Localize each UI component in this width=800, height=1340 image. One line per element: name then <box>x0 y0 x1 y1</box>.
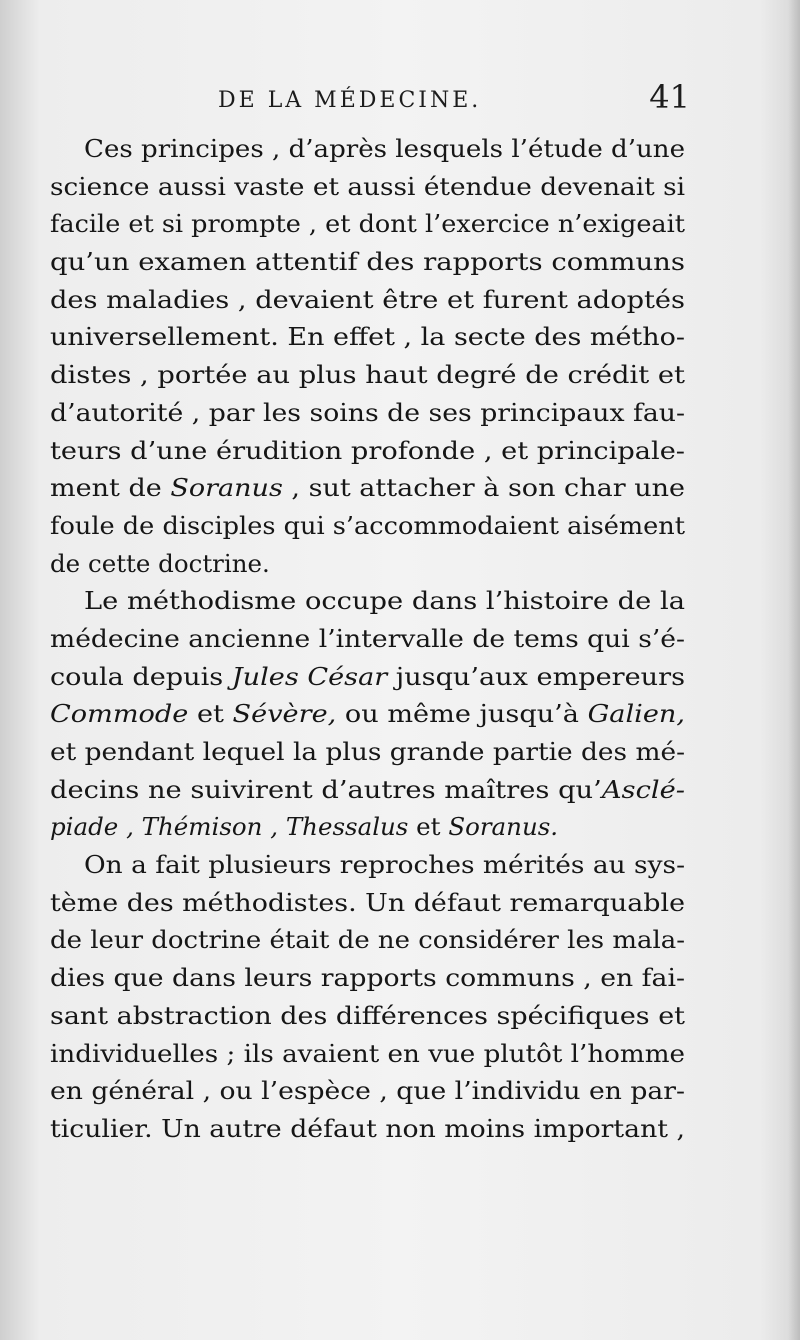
text-line-content <box>50 733 685 771</box>
text-line <box>50 921 685 959</box>
page-number: 41 <box>649 78 690 116</box>
text-line-content <box>84 582 685 620</box>
text-line-content <box>50 356 685 394</box>
text-line <box>50 1072 685 1110</box>
text-line-content <box>84 846 685 884</box>
text-run: teurs d’une érudition profonde , et principale- <box>50 435 685 465</box>
text-line <box>50 959 685 997</box>
text-line-content <box>50 507 685 545</box>
text-run: dies que dans leurs rapports communs , en fai- <box>50 963 685 993</box>
body-text <box>50 130 685 1148</box>
text-line-content <box>50 771 685 809</box>
text-line <box>50 620 685 658</box>
text-line <box>50 205 685 243</box>
text-line <box>50 808 685 846</box>
text-run: ticulier. Un autre défaut non moins important , <box>50 1113 685 1143</box>
text-line <box>50 1110 685 1148</box>
text-run: decins ne suivirent d’autres maîtres qu’ <box>50 774 602 804</box>
text-run: Le méthodisme occupe dans l’histoire de la <box>84 586 685 616</box>
text-line <box>50 318 685 356</box>
italic-text: Asclé- <box>601 774 685 804</box>
text-run: et <box>408 812 449 842</box>
text-line-content <box>50 243 685 281</box>
text-run: individuelles ; ils avaient en vue plutôt l’homme <box>50 1038 685 1068</box>
text-run: jusqu’aux empereurs <box>387 661 685 691</box>
italic-text: Soranus. <box>448 812 559 842</box>
text-line <box>50 846 685 884</box>
text-run: distes , portée au plus haut degré de crédit et <box>50 360 685 390</box>
text-line-content <box>50 959 685 997</box>
text-run: et pendant lequel la plus grande partie des mé- <box>50 737 685 766</box>
text-run: de leur doctrine était de ne considérer les mala- <box>50 925 685 955</box>
text-line-content <box>50 469 685 507</box>
text-line-content <box>50 808 558 846</box>
text-run: universellement. En effet , la secte des métho- <box>50 322 685 352</box>
text-run: foule de disciples qui s’accommodaient aisément <box>50 510 685 540</box>
text-line <box>50 356 685 394</box>
italic-text: Galien, <box>587 699 685 729</box>
text-line <box>50 281 685 319</box>
text-line-content <box>50 394 685 432</box>
text-run: science aussi vaste et aussi étendue devenait si <box>50 171 685 201</box>
text-line-content <box>50 1110 685 1148</box>
italic-text: Soranus <box>170 473 283 503</box>
text-line <box>50 507 685 545</box>
text-line <box>50 432 685 470</box>
text-run: et <box>188 699 233 729</box>
text-line <box>50 545 685 583</box>
text-line <box>50 469 685 507</box>
text-line <box>50 243 685 281</box>
text-line-content <box>50 318 685 356</box>
italic-text: piade , Thémison , Thessalus <box>50 812 409 842</box>
text-line-content <box>50 921 685 959</box>
text-line-content <box>84 130 685 168</box>
text-run: qu’un examen attentif des rapports communs <box>50 247 685 277</box>
text-line <box>50 997 685 1035</box>
text-run: des maladies , devaient être et furent adoptés <box>50 284 685 314</box>
text-line <box>50 1035 685 1073</box>
text-run: , sut attacher à son char une <box>282 473 685 503</box>
text-run: ment de <box>50 473 171 503</box>
running-title: DE LA MÉDECINE. <box>218 88 482 113</box>
text-line <box>50 695 685 733</box>
text-run: ou même jusqu’à <box>336 699 588 729</box>
text-line-content <box>50 168 685 206</box>
text-run: On a fait plusieurs reproches mérités au sys- <box>84 850 685 880</box>
text-run: d’autorité , par les soins de ses principaux fau- <box>50 397 685 427</box>
running-head <box>50 78 690 122</box>
italic-text: Jules César <box>231 661 388 691</box>
text-line-content <box>50 545 270 583</box>
text-line <box>50 582 685 620</box>
text-line <box>50 733 685 771</box>
italic-text: Sévère, <box>232 699 337 729</box>
text-run: tème des méthodistes. Un défaut remarquable <box>50 887 685 917</box>
text-line-content <box>50 1035 685 1073</box>
text-line-content <box>50 658 685 696</box>
text-line <box>50 130 685 168</box>
text-line-content <box>50 997 685 1035</box>
text-line-content <box>50 620 685 658</box>
text-run: médecine ancienne l’intervalle de tems qui s’é- <box>50 623 685 653</box>
text-line-content <box>50 884 685 922</box>
text-run: de cette doctrine. <box>50 548 270 578</box>
page-gutter-shadow <box>788 0 800 1340</box>
text-line-content <box>50 205 685 243</box>
text-line <box>50 168 685 206</box>
text-run: Ces principes , d’après lesquels l’étude d’une <box>84 134 685 163</box>
text-line-content <box>50 695 685 733</box>
text-line <box>50 394 685 432</box>
text-line <box>50 771 685 809</box>
text-line-content <box>50 281 685 319</box>
text-run: en général , ou l’espèce , que l’individu en par- <box>50 1076 685 1106</box>
text-run: coula depuis <box>50 661 232 691</box>
text-run: facile et si prompte , et dont l’exercice n’exigeait <box>50 209 685 239</box>
text-run: sant abstraction des différences spécifiques et <box>50 1000 685 1030</box>
text-line-content <box>50 1072 685 1110</box>
text-line <box>50 658 685 696</box>
text-line-content <box>50 432 685 470</box>
italic-text: Commode <box>50 699 189 729</box>
text-line <box>50 884 685 922</box>
